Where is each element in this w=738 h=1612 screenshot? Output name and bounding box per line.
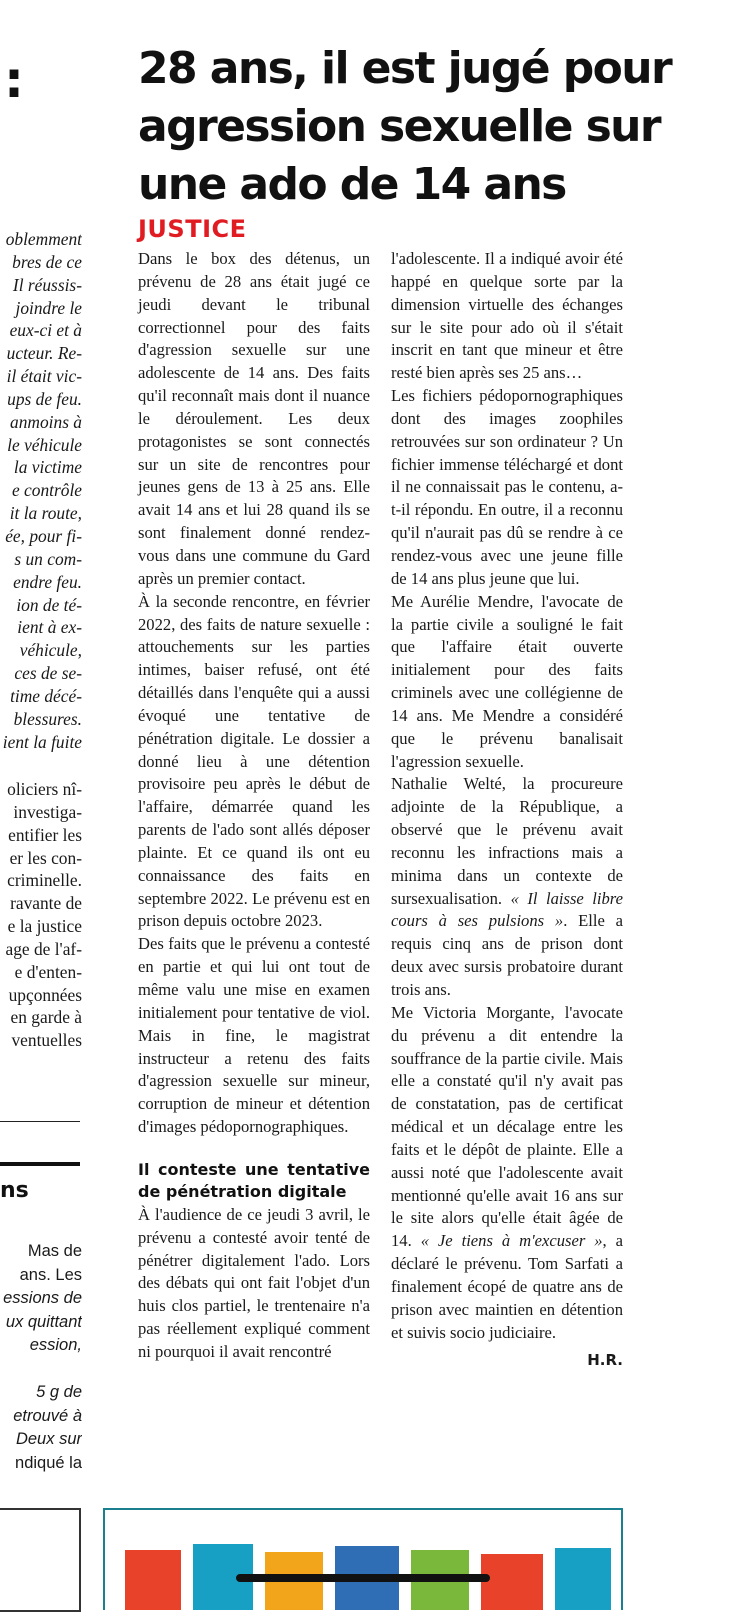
text-line: eux-ci et à xyxy=(9,320,82,341)
text-line: investiga- xyxy=(13,801,82,822)
text-line: ans. Les xyxy=(19,1265,82,1284)
text-line: etrouvé à xyxy=(13,1406,82,1425)
author-signature: H.R. xyxy=(587,1350,623,1369)
paragraph: l'adolescente. Il a indiqué avoir été happé en quelque sorte par la dimension virtuelle des échanges sur le site pour ado où il s'était inscrit en tant que mineur et être resté bien après ses 25 ans… xyxy=(391,249,623,383)
text-line: entifier les xyxy=(8,824,82,845)
text-line: véhicule, xyxy=(19,640,82,661)
text-line: joindre le xyxy=(15,297,82,318)
text-line: bres de ce xyxy=(12,251,82,272)
text-line: ventuelles xyxy=(11,1030,82,1051)
left-headline-fragment: : xyxy=(4,51,24,109)
left-article-fragment xyxy=(0,0,82,1600)
paragraph: Des faits que le prévenu a contesté en partie et qui lui ont tout de même valu une mise en examen initialement pour tentative de viol. Mais in fine, le magistrat instructeur a retenu des faits d'agression sexuelle sur mineur, corruption de mineur et détention d'images pédopornographiques. xyxy=(138,934,370,1137)
paragraph xyxy=(391,773,623,1001)
text-line: e la justice xyxy=(7,916,82,937)
text-line: oblemment xyxy=(5,229,82,249)
paragraph: À l'audience de ce jeudi 3 avril, le prévenu a contesté avoir tenté de pénétrer digitalement l'ado. Lors des débats qui ont fait l'objet d'un huis clos partiel, le trentenaire n'a pas réellement expliqué comment ni pourquoi il avait rencontré xyxy=(138,1204,370,1361)
divider xyxy=(0,1121,80,1122)
text-line: er les con- xyxy=(9,847,82,868)
text-line: ces de se- xyxy=(14,663,82,684)
text-line: il était vic- xyxy=(6,366,82,387)
text-line: en garde à xyxy=(10,1007,82,1028)
ad-letter-block xyxy=(555,1548,611,1610)
paragraph-text: Me Victoria Morgante, l'avocate du prévenu a dit entendre la souffrance de la partie civile. Mais elle a constaté qu'il n'y avait pas de constatation, pas de certificat médical et un décalage entre les faits et le dépôt de plainte. Elle a aussi noté que l'adolescente avait mentionné qu'elle avait 16 ans sur le site alors qu'elle était âgée de 14. xyxy=(391,1002,623,1251)
section-label: JUSTICE xyxy=(138,215,247,243)
text-line: oliciers nî- xyxy=(7,779,82,799)
paragraph xyxy=(391,1002,623,1345)
text-line: time décé- xyxy=(10,685,82,706)
text-line: ravante de xyxy=(10,893,82,914)
divider-thick xyxy=(0,1162,80,1166)
left-column-text-c xyxy=(3,1240,82,1475)
text-line: ion de té- xyxy=(16,594,82,615)
text-line: ée, pour fi- xyxy=(5,525,82,546)
text-line: upçonnées xyxy=(8,984,82,1005)
text-line: ndiqué la xyxy=(15,1453,82,1472)
headline-line: une ado de 14 ans xyxy=(138,159,566,210)
text-line: Mas de xyxy=(27,1242,82,1260)
paragraph: À la seconde rencontre, en février 2022, des faits de nature sexuelle : attouchements sur les parties intimes, baiser refusé, ont été détaillés dans l'enquête qui a aussi évoqué une tentative de pénétration digitale. Le dossier a donné lieu à une détention provisoire peu après le début de l'affaire, démarrée quand les parents de l'ado sont allés déposer plainte. Et ce quand ils ont eu connaissance des faits en septembre 2022. Le prévenu est en prison depuis octobre 2023. xyxy=(138,591,370,931)
text-line: e contrôle xyxy=(11,480,82,501)
text-line: ient la fuite xyxy=(2,731,82,752)
paragraph-text: Nathalie Welté, la procureure adjointe de la République, a observé que le prévenu avait reconnu les infractions mais a minima dans un contexte de sursexualisation. xyxy=(391,774,623,908)
text-line: e d'enten- xyxy=(14,961,82,982)
bottom-left-box xyxy=(0,1508,81,1612)
headline-line: 28 ans, il est jugé pour xyxy=(138,43,672,94)
ad-letter-block xyxy=(125,1550,181,1610)
text-line: ux quittant xyxy=(5,1312,82,1331)
text-line: ucteur. Re- xyxy=(6,343,82,364)
text-line: age de l'af- xyxy=(5,938,82,959)
left-column-text-a xyxy=(3,228,82,753)
text-line: s un com- xyxy=(14,548,82,569)
paragraph-text: . Elle a requis cinq ans de prison dont deux avec sursis probatoire durant trois ans. xyxy=(391,911,623,999)
home-indicator[interactable] xyxy=(236,1574,490,1582)
text-line: anmoins à xyxy=(10,411,82,432)
text-line: 5 g de xyxy=(36,1383,82,1401)
paragraph: Les fichiers pédopornographiques dont des images zoophiles retrouvées sur son ordinateur ? Un fichier immense téléchargé et dont il ne connaissait pas le contenu, a-t-il répondu. En outre, il a reconnu qu'il n'aurait pas dû se rendre à ce rendez-vous avec une jeune fille de 14 ans plus jeune que lui. xyxy=(391,386,623,588)
paragraph: Me Aurélie Mendre, l'avocate de la partie civile a souligné le fait que l'affaire était ouverte initialement pour des faits criminels avec une collégienne de 14 ans. Me Mendre a considéré que le prévenu banalisait l'agression sexuelle. xyxy=(391,591,623,771)
paragraph: Dans le box des détenus, un prévenu de 28 ans était jugé ce jeudi devant le tribunal correctionnel pour des faits d'agression sexuelle sur une adolescente de 14 ans. Des faits qu'il reconnaît mais dont il nuance le déroulement. Les deux protagonistes se sont connectés sur un site de rencontres pour jeunes gens de 13 à 25 ans. Elle avait 14 ans et lui 28 quand ils se sont finalement donné rendez-vous dans une commune du Gard après un premier contact. xyxy=(138,249,370,588)
text-line: ups de feu. xyxy=(7,388,82,409)
article-subhead: Il conteste une tentative de pénétration digitale xyxy=(138,1159,370,1202)
text-line: ient à ex- xyxy=(17,617,82,638)
text-line: it la route, xyxy=(9,503,82,524)
text-line: blessures. xyxy=(13,708,82,729)
ad-letter-block xyxy=(481,1554,543,1610)
quote: « Il laisse libre cours à ses pulsions » xyxy=(391,888,623,931)
article-headline xyxy=(138,40,738,214)
text-line xyxy=(3,1358,82,1382)
text-line: le véhicule xyxy=(7,434,82,455)
text-line: Il réussis- xyxy=(12,274,82,295)
left-column-text-b xyxy=(5,778,82,1052)
ad-banner[interactable] xyxy=(103,1508,623,1610)
headline-line: agression sexuelle sur xyxy=(138,101,660,152)
article-column-1 xyxy=(138,248,370,1364)
text-line: criminelle. xyxy=(7,870,82,891)
quote: « Je tiens à m'excuser » xyxy=(420,1231,603,1251)
text-line: endre feu. xyxy=(13,571,82,592)
paragraph-text: , a déclaré le prévenu. Tom Sarfati a finalement écopé de quatre ans de prison avec maintien en détention et suivis socio judiciaire. xyxy=(391,1231,623,1342)
left-subhead-fragment: ns xyxy=(0,1178,29,1203)
article-column-2 xyxy=(391,248,623,1371)
text-line: la victime xyxy=(13,457,82,478)
text-line: essions de xyxy=(3,1289,82,1307)
text-line: Deux sur xyxy=(15,1430,82,1448)
text-line: ession, xyxy=(29,1336,82,1354)
